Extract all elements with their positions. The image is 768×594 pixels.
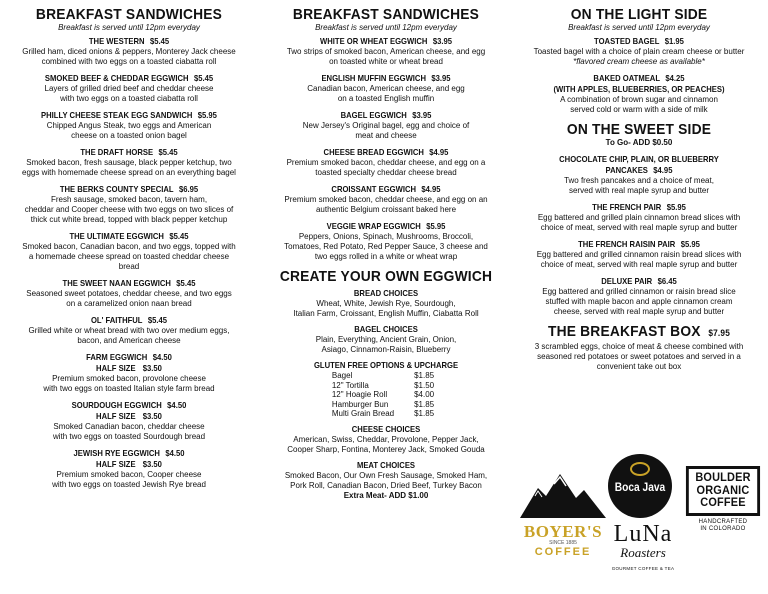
section-title: BREAKFAST SANDWICHES [292, 6, 480, 23]
item-name: JEWISH RYE EGGWICH $4.50 [73, 448, 185, 458]
item-name: THE SWEET NAAN EGGWICH $5.45 [62, 278, 196, 288]
item-price: $5.45 [149, 36, 170, 46]
light-side-subtitle: Breakfast is served until 12pm everyday [568, 23, 710, 32]
middle-column [262, 6, 510, 501]
item-description: New Jersey's Original bagel, egg and choice of [302, 121, 470, 130]
item-name: PHILLY CHEESE STEAK EGG SANDWICH $5.95 [41, 110, 217, 120]
sweet-side-title: ON THE SWEET SIDE [566, 121, 712, 138]
boulder-organic-coffee-logo: BOULDER ORGANIC COFFEE HANDCRAFTED IN COLORADO [684, 466, 762, 552]
menu-item [514, 154, 764, 196]
item-description: Egg battered and grilled cinnamon raisin bread slices with [536, 250, 742, 259]
item-description: cheese on a toasted onion bagel [71, 131, 187, 140]
item-description: Two fresh pancakes and a choice of meat, [564, 176, 714, 185]
item-description: Two strips of smoked bacon, American cheese, and egg [286, 47, 486, 56]
item-description: served with real maple syrup and butter [568, 186, 710, 195]
item-price: $5.95 [197, 110, 217, 120]
right-column: ON THE LIGHT SIDE Breakfast is served until 12pm everyday TOASTED BAGEL $1.95 Toasted bagel with a choice of plain cream cheese or butter *flavored cream cheese as available* BAKED OATMEAL $4.25 (WITH APPLES, BLUEBERRIES, OR PEACHES) A combination of brown sugar and cinnamon served cold or warm with a side of milk ON THE SWEET SIDE To Go- ADD $0.50 CHOCOLATE CHIP, PLAIN, OR BLUEBERRY PANCAKES $4.95 Two fresh pancakes and a choice of meat, served with real maple syrup and butter THE FRENCH PAIR $5.95 Egg battered and grilled plain cinnamon bread slices with choice of meat, served with real maple syrup and butter THE FRENCH RAISIN PAIR $5.95 Egg battered and grilled cinnamon raisin bread slices with choice of meat, served with real maple syrup and butter DELUXE PAIR $6.45 Egg battered and grilled cinnamon or raisin bread slice stuffed with maple bacon and apple cinnamon cream cheese, served with real maple syrup and butter THE BREAKFAST BOX $7.95 3 scrambled eggs, choice of meat & cheese combined with seasoned red potatoes or sweet potatoes and served in a convenient take out box [514, 6, 764, 372]
item-description: Tomatoes, Red Potato, Red Pepper Sauce, 3 cheese and [284, 242, 488, 251]
item-description: Fresh sausage, smoked bacon, tavern ham, [50, 195, 208, 204]
item-name: VEGGIE WRAP EGGWICH $5.95 [326, 221, 446, 231]
item-description: Chipped Angus Steak, two eggs and American [46, 121, 212, 130]
item-name: THE WESTERN $5.45 [88, 36, 170, 46]
gluten-free-title: GLUTEN FREE OPTIONS & UPCHARGE [313, 360, 459, 370]
menu-item: TOASTED BAGEL $1.95 Toasted bagel with a choice of plain cream cheese or butter *flavored cream cheese as available* [533, 36, 745, 66]
item-description: eggs with homemade cheese spread on an everything bagel [22, 168, 236, 177]
item-name: BAGEL EGGWICH $3.95 [340, 110, 432, 120]
item-price: $4.95 [429, 147, 449, 157]
item-description: stuffed with maple bacon and apple cinnamon cream [545, 297, 733, 306]
item-description: Premium smoked bacon, Cooper cheese [56, 470, 202, 479]
item-description: Grilled white or wheat bread with two over medium eggs, [28, 326, 230, 335]
item-description: toasted specialty cheddar cheese bread [315, 168, 457, 177]
cheese-choices: American, Swiss, Cheddar, Provolone, Pepper Jack, Cooper Sharp, Fontina, Monterey Jack, Smoked Gouda [287, 434, 485, 454]
menu-item [4, 278, 254, 309]
item-name: THE DRAFT HORSE $5.45 [80, 147, 178, 157]
item-description: Layers of grilled dried beef and cheddar cheese [44, 84, 214, 93]
item-description: with two eggs on toasted Sourdough bread [52, 432, 206, 441]
menu-item [262, 73, 510, 104]
menu-item [514, 239, 764, 270]
gluten-free-row: Hamburger Bun $1.85 [331, 399, 435, 409]
half-size-price: HALF SIZE $3.50 [96, 459, 162, 469]
item-description: with two eggs on a toasted ciabatta roll [60, 94, 198, 103]
item-description: thick cut white bread, topped with black pepper ketchup [30, 215, 228, 224]
item-price: $5.45 [158, 147, 178, 157]
item-name: OL' FAITHFUL $5.45 [90, 315, 168, 325]
gluten-free-table [332, 371, 440, 419]
item-description: choice of meat, served with real maple syrup and butter [540, 223, 738, 232]
item-description: on a caramelized onion naan bread [66, 299, 192, 308]
item-price: $6.45 [657, 276, 677, 286]
menu-item [4, 448, 254, 490]
item-price: $3.95 [412, 110, 432, 120]
boca-java-logo: Boca Java [608, 454, 672, 518]
item-description: authentic Belgium croissant baked here [315, 205, 457, 214]
light-side-title: ON THE LIGHT SIDE [570, 6, 708, 23]
bagel-title: BAGEL CHOICES [354, 324, 418, 334]
menu-item [4, 73, 254, 104]
item-description: on a toasted English muffin [337, 94, 435, 103]
bread-choices: Wheat, White, Jewish Rye, Sourdough, Italian Farm, Croissant, English Muffin, Ciabatta Roll [293, 299, 479, 318]
item-description: combined with two eggs on a toasted ciabatta roll [41, 57, 217, 66]
menu-item [4, 36, 254, 67]
item-description: Smoked bacon, fresh sausage, black pepper ketchup, two [26, 158, 232, 167]
item-price: $5.45 [193, 73, 214, 83]
cheese-title: CHEESE CHOICES [351, 423, 421, 434]
breakfast-box-title: THE BREAKFAST BOX $7.95 [547, 323, 730, 340]
menu-item [262, 36, 510, 67]
item-description: meat and cheese [355, 131, 417, 140]
item-price: $3.95 [432, 36, 452, 46]
meat-choices: Smoked Bacon, Our Own Fresh Sausage, Smoked Ham, Pork Roll, Canadian Bacon, Dried Beef, Turkey Bacon [284, 470, 488, 490]
item-price: $4.50 [152, 352, 172, 362]
mountain-icon [520, 474, 606, 518]
item-name: THE FRENCH PAIR $5.95 [592, 202, 686, 212]
menu-item [4, 147, 254, 178]
item-description: choice of meat, served with real maple syrup and butter [540, 260, 738, 269]
item-price: $4.50 [165, 448, 185, 458]
gluten-free-row: 12" Tortilla $1.50 [331, 380, 435, 390]
item-price: $4.95 [653, 165, 673, 175]
item-description: Peppers, Onions, Spinach, Mushrooms, Broccoli, [298, 232, 474, 241]
section-subtitle: Breakfast is served until 12pm everyday [315, 23, 457, 32]
menu-item [514, 276, 764, 317]
item-name: THE ULTIMATE EGGWICH $5.45 [69, 231, 189, 241]
item-price: $5.45 [147, 315, 168, 325]
item-description: Premium smoked bacon, provolone cheese [52, 374, 206, 383]
item-description: with two eggs on toasted Jewish Rye bread [52, 480, 206, 489]
left-column [4, 6, 254, 496]
menu-item [4, 110, 254, 141]
item-description: Egg battered and grilled cinnamon or raisin bread slice [542, 287, 736, 296]
extra-meat: Extra Meat- ADD $1.00 [343, 490, 429, 500]
menu-item [514, 202, 764, 233]
item-description: on toasted white or wheat bread [329, 57, 443, 66]
luna-roasters-logo: LuNa Roasters GOURMET COFFEE & TEA [611, 521, 675, 571]
section-subtitle: Breakfast is served until 12pm everyday [58, 23, 200, 32]
item-description: Premium smoked bacon, cheddar cheese, and egg on a [286, 158, 486, 167]
to-go-note: To Go- ADD $0.50 [605, 138, 673, 147]
item-name: SMOKED BEEF & CHEDDAR EGGWICH $5.45 [44, 73, 214, 83]
menu-item [262, 110, 510, 141]
item-name: SOURDOUGH EGGWICH $4.50 [71, 400, 187, 410]
item-description: Seasoned sweet potatoes, cheddar cheese, and two eggs [26, 289, 232, 298]
item-description: bread [118, 262, 140, 271]
menu-item [4, 400, 254, 442]
boyers-coffee-logo: BOYER'S SINCE 1885 COFFEE [520, 474, 606, 556]
item-price: $6.95 [179, 184, 199, 194]
item-description: bacon, and American cheese [77, 336, 181, 345]
item-description: two eggs rolled in a white or wheat wrap [314, 252, 458, 261]
gluten-free-row: Bagel $1.85 [331, 371, 435, 380]
meat-title: MEAT CHOICES [356, 459, 416, 470]
item-description: cheese, served with real maple syrup and butter [553, 307, 725, 316]
gluten-free-row: 12" Hoagie Roll $4.00 [331, 390, 435, 399]
menu-item: BAKED OATMEAL $4.25 (WITH APPLES, BLUEBERRIES, OR PEACHES) A combination of brown sugar and cinnamon served cold or warm with a side of milk [553, 73, 725, 114]
item-description: Grilled ham, diced onions & peppers, Monterey Jack cheese [22, 47, 236, 56]
half-size-price: HALF SIZE $3.50 [96, 363, 162, 373]
item-name: FARM EGGWICH $4.50 [86, 352, 172, 362]
create-title: CREATE YOUR OWN EGGWICH [279, 268, 493, 285]
item-description: Smoked bacon, Canadian bacon, and two eggs, topped with [22, 242, 236, 251]
partner-logos [518, 452, 764, 592]
item-price: $5.95 [680, 239, 700, 249]
section-title: BREAKFAST SANDWICHES [35, 6, 223, 23]
item-name: DELUXE PAIR $6.45 [601, 276, 677, 286]
item-description: with two eggs on toasted Italian style farm bread [43, 384, 215, 393]
menu-item [4, 184, 254, 225]
item-price: $5.95 [666, 202, 686, 212]
menu-item [4, 231, 254, 272]
item-description: Canadian bacon, American cheese, and egg [307, 84, 465, 93]
coffee-bean-icon [630, 462, 650, 476]
item-price: $5.45 [169, 231, 189, 241]
item-price: $4.50 [167, 400, 187, 410]
item-name: WHITE OR WHEAT EGGWICH $3.95 [320, 36, 452, 46]
item-description: a homemade cheese spread on toasted cheddar cheese [28, 252, 230, 261]
item-name: CROISSANT EGGWICH $4.95 [331, 184, 441, 194]
menu-item [262, 184, 510, 215]
item-description: Smoked Canadian bacon, cheddar cheese [53, 422, 205, 431]
menu-item [262, 147, 510, 178]
bread-title: BREAD CHOICES [353, 288, 419, 298]
item-price: $5.95 [426, 221, 446, 231]
half-size-price: HALF SIZE $3.50 [96, 411, 162, 421]
bagel-choices: Plain, Everything, Ancient Grain, Onion, Asiago, Cinnamon-Raisin, Blueberry [315, 335, 457, 354]
item-description: cheddar and Cooper cheese with two eggs on two slices of [24, 205, 234, 214]
item-name: CHEESE BREAD EGGWICH $4.95 [323, 147, 449, 157]
item-name: CHOCOLATE CHIP, PLAIN, OR BLUEBERRY PANCAKES $4.95 [559, 154, 719, 175]
menu-item [262, 221, 510, 262]
item-price: $4.95 [421, 184, 441, 194]
menu-item [4, 315, 254, 346]
item-price: $3.95 [431, 73, 451, 83]
item-description: Egg battered and grilled plain cinnamon bread slices with [537, 213, 741, 222]
menu-item [4, 352, 254, 394]
item-name: THE FRENCH RAISIN PAIR $5.95 [578, 239, 700, 249]
item-description: Premium smoked bacon, cheddar cheese, and egg on an [284, 195, 488, 204]
gluten-free-row: Multi Grain Bread $1.85 [331, 409, 435, 418]
item-price: $5.45 [176, 278, 196, 288]
item-name: ENGLISH MUFFIN EGGWICH $3.95 [321, 73, 451, 83]
item-name: THE BERKS COUNTY SPECIAL $6.95 [59, 184, 199, 194]
